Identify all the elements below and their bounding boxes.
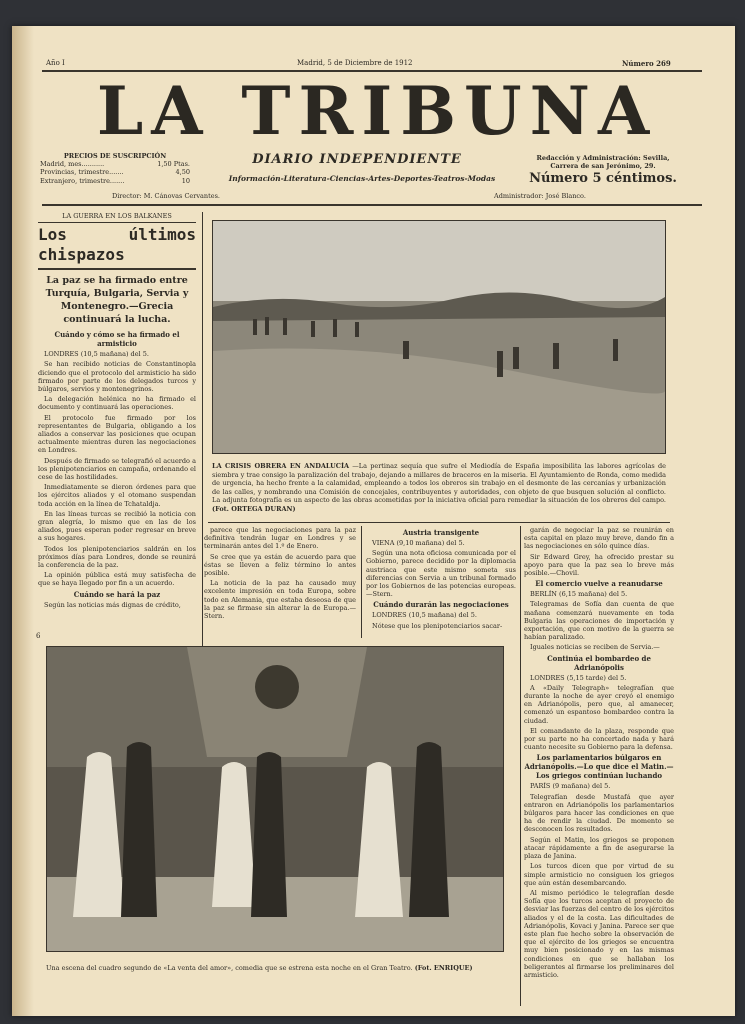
issue-number: Número 269 [622,59,671,68]
paragraph: La noticia de la paz ha causado muy excelente impresión en toda Europa, sobre todo en Alemania, que estaba deseosa de que la paz se firmase sin alterar la de Europa.—Stern. [204,579,356,621]
price-value: 1,50 Ptas. [157,160,190,169]
price-value: 10 [181,176,190,185]
paragraph: Inmediatamente se dieron órdenes para que los ejércitos aliados y el otomano suspendan toda acción en la línea de Tchataldja. [38,483,196,508]
dateline: VIENA (9,10 mañana) del 5. [372,539,465,547]
subhead: El comercio vuelve a reanudarse [535,579,663,589]
left-column [38,212,196,642]
mid-column-2 [366,526,516,636]
photo-illustration [213,221,665,453]
masthead-rule [42,204,702,206]
subhead: Cuándo se hará la paz [73,589,161,599]
price-label: Provincias, trimestre....... [40,168,124,177]
binding-fold [12,26,34,1016]
admin-line: Administrador: José Blanco. [494,192,586,200]
caption-credit: (Fot. ENRIQUE) [414,964,473,972]
kicker-rule [38,222,196,223]
paragraph: A «Daily Telegraph» telegrafían que durante la noche de ayer creyó el enemigo en Adrianópolis, pero que, al amanecer, comenzó un espantoso bombardeo contra la ciudad. [524,683,674,725]
paragraph: Se han recibido noticias de Constantinopla diciendo que el protocolo del armisticio ha sido firmado por parte de los delegados turcos y búlgaros, servios y montenegrinos. [38,360,196,394]
paragraph: El protocolo fue firmado por los representantes de Bulgaria, obligando a los aliados a conservar las posiciones que ocupan actualmente mientras duren las negociaciones en Londres. [38,413,196,455]
paragraph: Sir Edward Grey, ha ofrecido prestar su apoyo para que la paz sea lo breve más posible.—Chovil. [524,552,674,578]
paragraph: La opinión pública está muy satisfecha de que se haya llegado por fin a un acuerdo. [38,571,196,588]
year-label: Año I [46,59,65,67]
price-row [40,168,190,176]
mid-column-1 [204,526,356,636]
price-label: Madrid, mes........... [40,160,105,169]
subhead: Continúa el bombardeo de Adrianópolis [547,653,651,672]
photo-marker: 6 [36,632,41,640]
theatre-scene-photo [46,646,504,952]
column-rule [520,526,521,1006]
paragraph: La delegación helénica no ha firmado el documento y continuará las operaciones. [38,395,196,412]
caption-text: Una escena del cuadro segundo de «La venta del amor», comedia que se estrena esta noche en el Gran Teatro. [46,964,413,972]
headline-rule [38,268,196,270]
headline: Los últimos chispazos [38,225,196,265]
paragraph: garán de negociar la paz se reunirán en esta capital en plazo muy breve, dando fin a las negociaciones en sólo quince días. [524,526,674,551]
photo-illustration [47,647,503,951]
column-rule [202,212,203,652]
lead-heading: Cuándo y cómo se ha firmado el armisticio [54,330,180,349]
price-label: Extranjero, trimestre....... [40,176,125,185]
dateline: LONDRES (10,5 mañana) del 5. [372,611,477,620]
caption-credit: (Fot. ORTEGA DURAN) [212,504,296,513]
column-rule [361,526,362,638]
masthead-title: LA TRIBUNA [96,72,658,150]
dateline: BERLÍN (6,15 mañana) del 5. [530,590,628,599]
paragraph: Según el Matin, los griegos se proponen atacar rápidamente a fin de asegurarse la plaza de Janina. [524,835,674,861]
right-column [524,526,674,1002]
dateline: LONDRES (5,15 tarde) del 5. [530,673,627,682]
price-value: 4,50 [175,168,190,177]
issue-price: Número 5 céntimos. [529,171,677,186]
subhead: Los parlamentarios búlgaros en Adrianópolis.—Lo que dice el Matin.—Los griegos continúan luchando [524,753,674,781]
paragraph: Al mismo periódico le telegrafían desde Sofía que los turcos aceptan el proyecto de desviar las fuerzas del centro de los ejércitos aliados y el de la costa. Las dificultades de Adrianópolis, Kovaci y Janina. Parece ser que este plan fue hecho sobre la observación de que el ejército de los griegos se encuentra muy bien posicionado y en las mismas condiciones en que se hallaban los beligerantes al firmarse los preliminares del armisticio. [524,888,674,979]
paragraph: Todos los plenipotenciarios saldrán en los próximos días para Londres, donde se reunirá la conferencia de la paz. [38,544,196,570]
paragraph: Los turcos dicen que por virtud de su simple armisticio no consiguen los griegos que aún están desembarcando. [524,862,674,887]
deck: La paz se ha firmado entre Turquía, Bulgaria, Servia y Montenegro.—Grecia continuará la lucha. [45,275,189,326]
issue-date: Madrid, 5 de Diciembre de 1912 [297,59,413,67]
paragraph: parece que las negociaciones para la paz definitiva tendrán lugar en Londres y se terminarán antes del 1.º de Enero. [204,526,356,551]
paragraph: El comandante de la plaza, responde que por su parte no ha concertado nada y hará cuanto necesite su Gobierno para la defensa. [524,726,674,752]
subhead: Austria transigente [402,528,480,537]
paragraph: Se cree que ya están de acuerdo para que éstas se lleven a feliz término lo antes posible. [204,552,356,578]
masthead-sections: Información-Literatura-Ciencias-Artes-Deportes-Teatros-Modas [228,174,496,183]
dateline: LONDRES (10,5 mañana) del 5. [44,350,149,359]
office-address: Redacción y Administración: Sevilla, Carrera de san Jerónimo, 29. [536,154,670,171]
paragraph: Telegramas de Sofía dan cuenta de que mañana comenzará nuevamente en toda Bulgaria las operaciones de importación y exportación, que con motivo de la guerra se habían paralizado. [524,600,674,642]
paragraph: Nótese que los plenipotenciarios sacar- [372,621,503,630]
newspaper-page [12,26,735,1016]
prices-heading: PRECIOS DE SUSCRIPCIÓN [63,152,167,160]
caption-text: —La pertinaz sequía que sufre el Mediodía de España imposibilita las labores agrícolas de siembra y trae consigo la paralización del trabajo, dejando a millares de braceros en la miseria. El Ayuntamiento de Ronda, como medida de urgencia, ha hecho frente a la calamidad, empleando a todos los obreros sin trabajo en el desmonte de las cercanías y urbanización de las calles, y nombrando una Comisión de concejales, contribuyentes y autoridades, con objeto de que busquen solución al conflicto. La adjunta fotografía es un aspecto de las obras acometidas por la iniciativa oficial para remediar la situación de los obreros del campo. [212,462,667,505]
paragraph: Según las noticias más dignas de crédito, [44,600,181,609]
dateline: PARÍS (9 mañana) del 5. [530,782,611,791]
field-workers-photo [212,220,666,454]
price-row [40,160,190,168]
subscription-prices [40,152,190,185]
photo1-caption [212,462,666,514]
paragraph: Telegrafían desde Mustafá que ayer entraron en Adrianópolis los parlamentarios búlgaros para hacer las condiciones en que ha de rendir la ciudad. De momento se desconocen los resultados. [524,792,674,834]
director-line: Director: M. Cánovas Cervantes. [112,192,220,200]
paragraph: Después de firmado se telegrafió el acuerdo a los plenipotenciarios en campaña, ordenando el cese de las hostilidades. [38,456,196,482]
paragraph: En las líneas turcas se recibió la noticia con gran alegría, lo mismo que en las de los aliados, pues esperan poder regresar en breve a sus hogares. [38,509,196,543]
paragraph: Según una nota oficiosa comunicada por el Gobierno, parece decidido por la diplomacia austriaca que este mismo someta sus diferencias con Servia a un tribunal formado por los Gobiernos de las potencias europeas.—Stern. [366,549,516,599]
paragraph: Iguales noticias se reciben de Servia.— [530,643,660,652]
caption-head: LA CRISIS OBRERA EN ANDALUCÍA [212,462,350,470]
kicker: LA GUERRA EN LOS BALKANES [62,212,172,220]
price-row [40,177,190,185]
masthead-subtitle: DIARIO INDEPENDIENTE [252,152,462,167]
subhead: Cuándo durarán las negociaciones [373,600,509,610]
photo2-caption [46,964,506,973]
section-rule [208,522,670,523]
